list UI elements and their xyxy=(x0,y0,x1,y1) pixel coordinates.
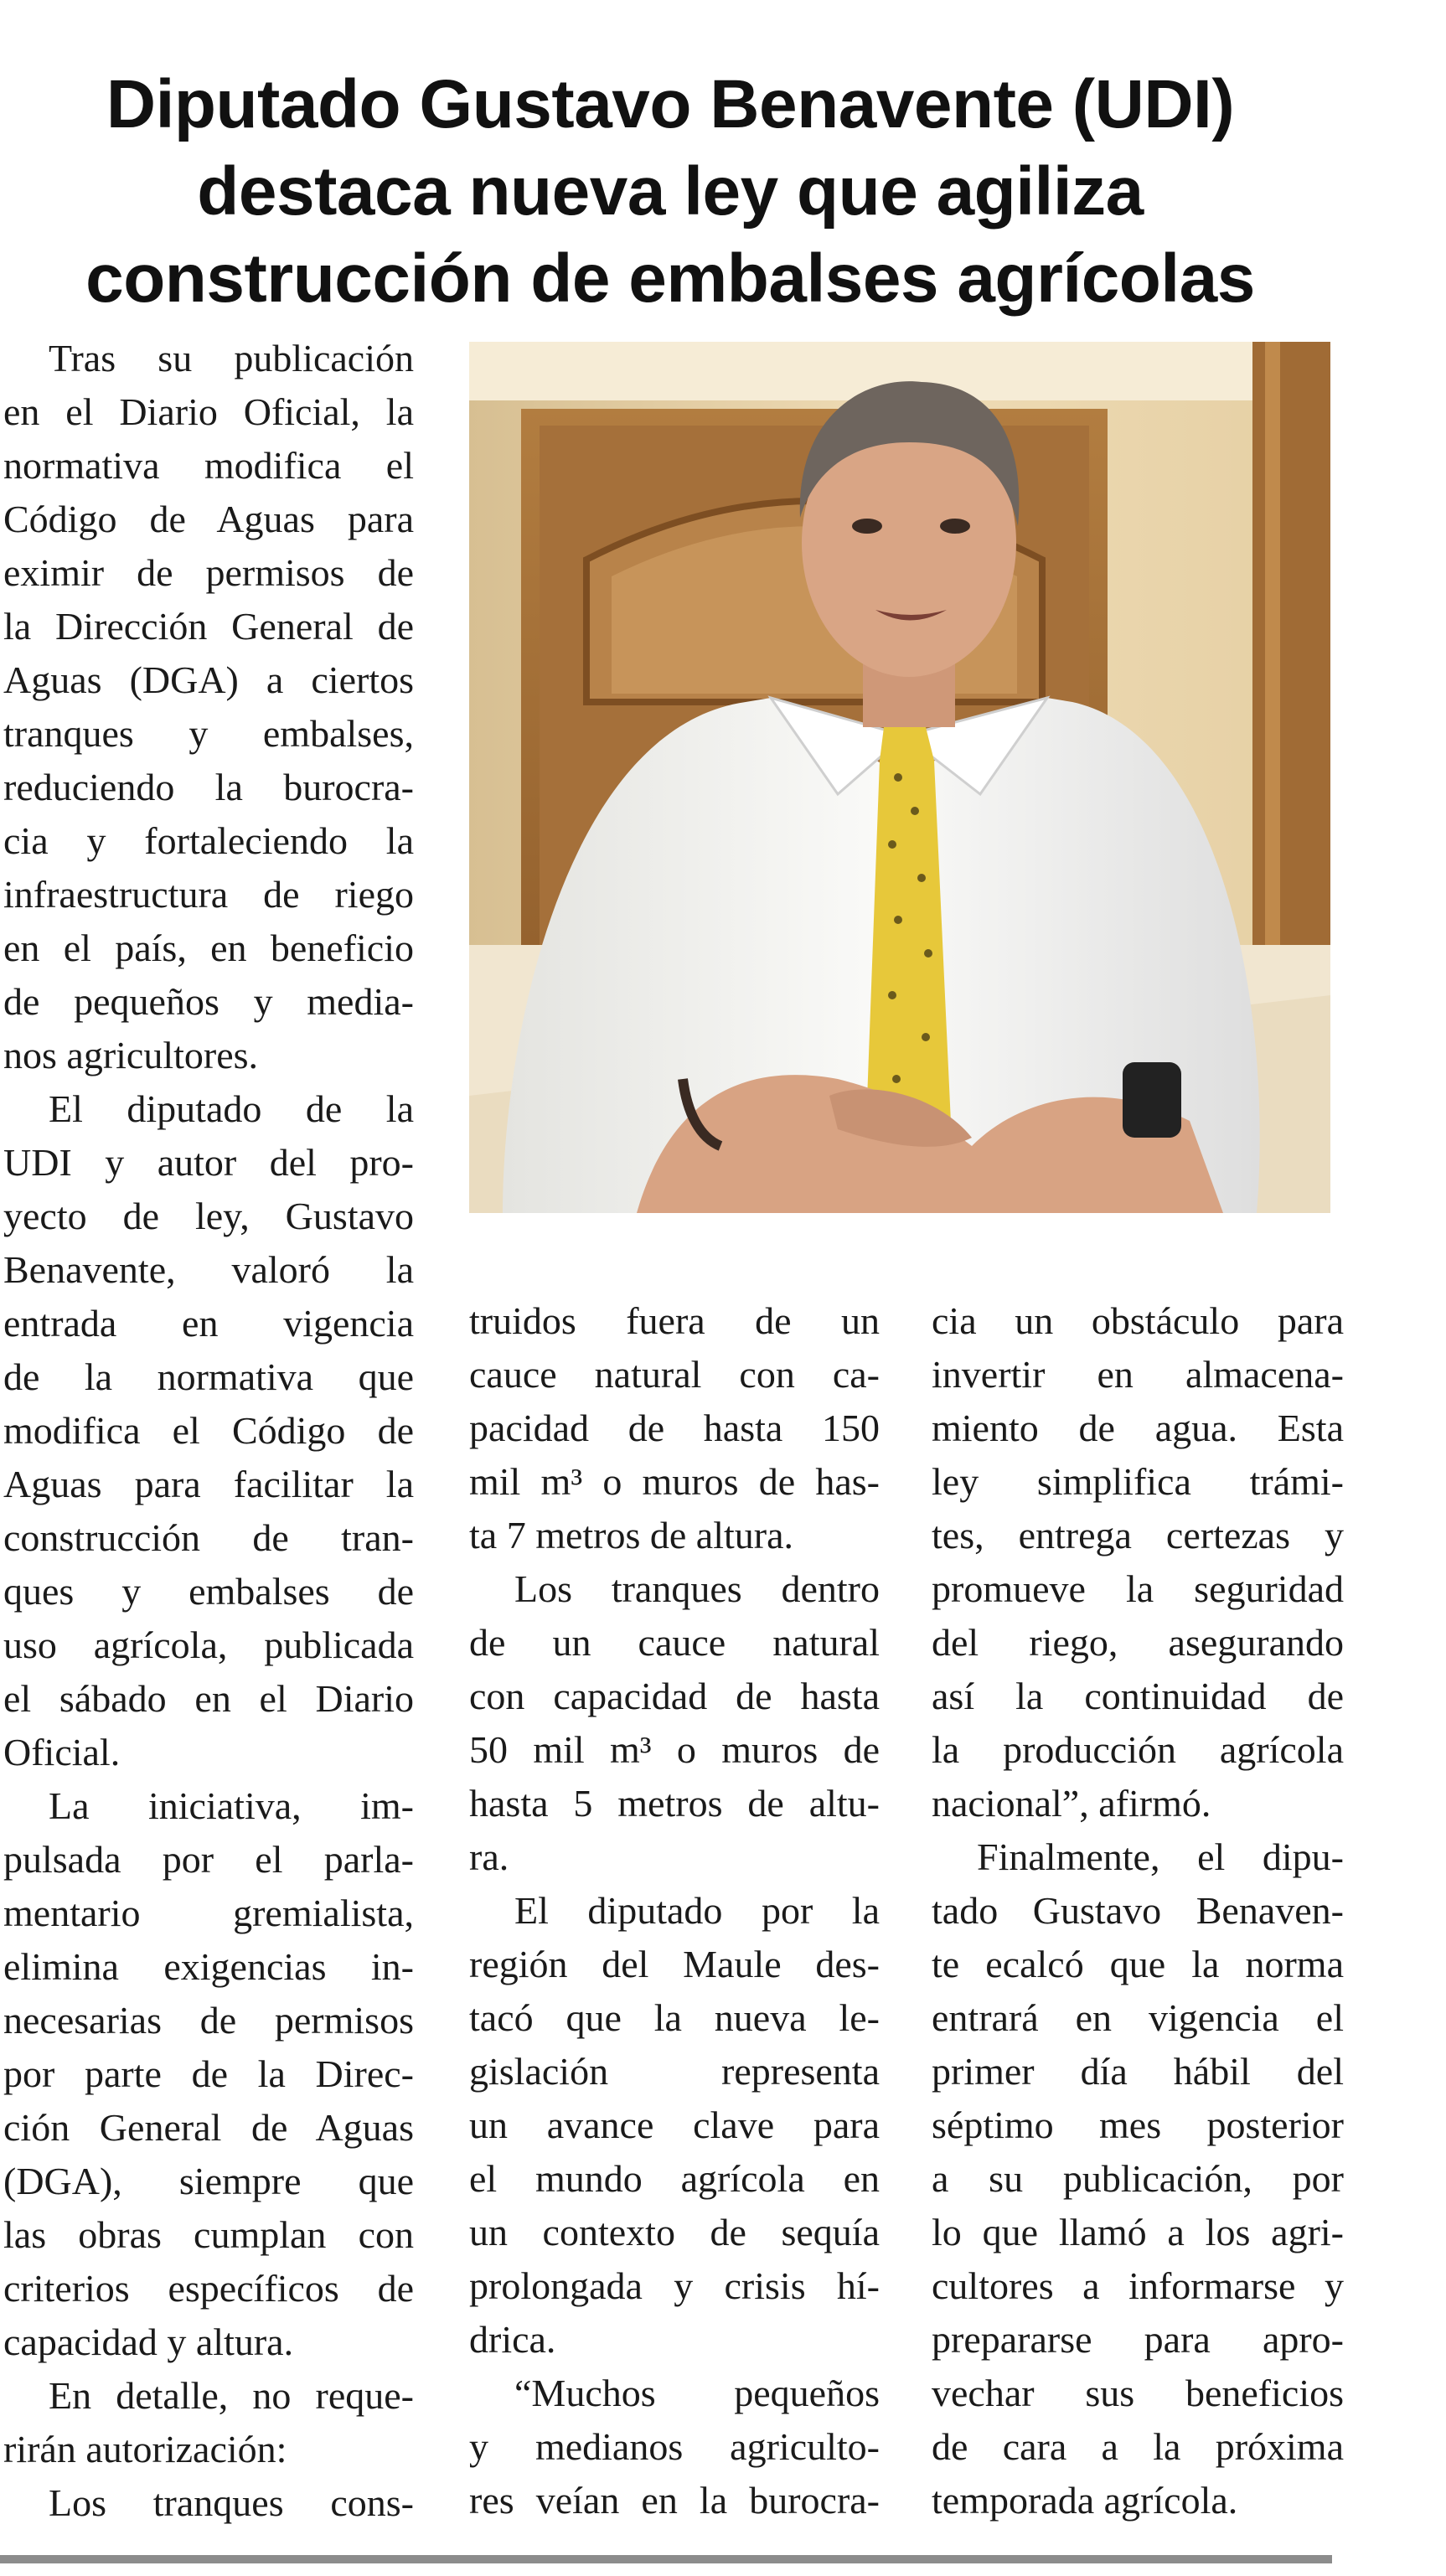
text-line: Aguas (DGA) a ciertos xyxy=(3,658,414,701)
text-line: mentario gremialista, xyxy=(3,1892,414,1934)
text-line: rirán autorización: xyxy=(3,2428,287,2470)
headline-line: Diputado Gustavo Benavente (UDI) xyxy=(106,65,1235,142)
text-line: necesarias de permisos xyxy=(3,1999,414,2042)
text-line: Los tranques dentro xyxy=(514,1567,880,1610)
text-line: Oficial. xyxy=(3,1731,121,1773)
text-line: hasta 5 metros de altu- xyxy=(469,1782,880,1825)
text-line: criterios específicos de xyxy=(3,2267,414,2310)
text-line: invertir en almacena- xyxy=(932,1353,1344,1396)
headline-line: construcción de embalses agrícolas xyxy=(85,240,1255,317)
headline-line: destaca nueva ley que agiliza xyxy=(197,152,1144,230)
text-line: Los tranques cons- xyxy=(49,2481,414,2524)
text-line: Benavente, valoró la xyxy=(3,1248,414,1291)
text-line: en el Diario Oficial, la xyxy=(3,390,414,433)
text-line: construcción de tran- xyxy=(3,1516,414,1559)
text-line: nacional”, afirmó. xyxy=(932,1782,1211,1825)
text-line: tado Gustavo Benaven- xyxy=(932,1889,1344,1932)
text-line: ción General de Aguas xyxy=(3,2106,414,2149)
text-line: tranques y embalses, xyxy=(3,712,414,755)
text-line: ley simplifica trámi- xyxy=(932,1460,1344,1503)
text-line: pacidad de hasta 150 xyxy=(469,1407,880,1449)
text-line: pulsada por el parla- xyxy=(3,1838,414,1881)
text-line: truidos fuera de un xyxy=(469,1299,880,1342)
text-line: “Muchos pequeños xyxy=(514,2372,880,2414)
text-line: por parte de la Direc- xyxy=(3,2052,414,2095)
text-line: modifica el Código de xyxy=(3,1409,414,1452)
text-line: Tras su publicación xyxy=(49,337,414,379)
article-photo xyxy=(469,342,1330,1213)
text-line: un avance clave para xyxy=(469,2104,880,2146)
text-line: ques y embalses de xyxy=(3,1570,414,1613)
text-line: un contexto de sequía xyxy=(469,2211,880,2253)
text-line: cultores a informarse y xyxy=(932,2264,1344,2307)
text-line: La iniciativa, im- xyxy=(49,1784,414,1827)
text-line: tacó que la nueva le- xyxy=(469,1996,880,2039)
text-line: cauce natural con ca- xyxy=(469,1353,880,1396)
text-line: temporada agrícola. xyxy=(932,2479,1238,2522)
text-line: entrada en vigencia xyxy=(3,1302,414,1345)
text-line: En detalle, no reque- xyxy=(49,2374,414,2417)
text-line: de un cauce natural xyxy=(469,1621,880,1664)
text-line: UDI y autor del pro- xyxy=(3,1141,414,1184)
headline xyxy=(17,61,1324,323)
text-line: prepararse para apro- xyxy=(932,2318,1344,2361)
text-line: nos agricultores. xyxy=(3,1034,259,1076)
text-line: normativa modifica el xyxy=(3,444,414,487)
text-line: reduciendo la burocra- xyxy=(3,766,414,808)
text-line: la Dirección General de xyxy=(3,605,414,648)
text-line: lo que llamó a los agri- xyxy=(932,2211,1344,2253)
text-line: primer día hábil del xyxy=(932,2050,1344,2093)
text-line: cia y fortaleciendo la xyxy=(3,819,414,862)
text-line: capacidad y altura. xyxy=(3,2320,294,2363)
text-line: el mundo agrícola en xyxy=(469,2157,880,2200)
article-column-2 xyxy=(469,1294,880,2527)
text-line: del riego, asegurando xyxy=(932,1621,1344,1664)
text-line: la producción agrícola xyxy=(932,1728,1344,1771)
text-line: cia un obstáculo para xyxy=(932,1299,1344,1342)
text-line: infraestructura de riego xyxy=(3,873,414,916)
text-line: séptimo mes posterior xyxy=(932,2104,1344,2146)
text-line: Finalmente, el dipu- xyxy=(977,1835,1344,1878)
text-line: elimina exigencias in- xyxy=(3,1945,414,1988)
text-line: eximir de permisos de xyxy=(3,551,414,594)
text-line: las obras cumplan con xyxy=(3,2213,414,2256)
text-line: El diputado por la xyxy=(514,1889,880,1932)
text-line: con capacidad de hasta xyxy=(469,1675,880,1717)
text-line: y medianos agriculto- xyxy=(469,2425,880,2468)
text-line: mil m³ o muros de has- xyxy=(469,1460,880,1503)
text-line: ta 7 metros de altura. xyxy=(469,1514,794,1556)
text-line: uso agrícola, publicada xyxy=(3,1624,414,1666)
text-line: prolongada y crisis hí- xyxy=(469,2264,880,2307)
text-line: te ecalcó que la norma xyxy=(932,1943,1344,1985)
text-line: entrará en vigencia el xyxy=(932,1996,1344,2039)
text-line: a su publicación, por xyxy=(932,2157,1344,2200)
text-line: de la normativa que xyxy=(3,1355,414,1398)
text-line: Código de Aguas para xyxy=(3,498,414,540)
text-line: así la continuidad de xyxy=(932,1675,1344,1717)
text-line: 50 mil m³ o muros de xyxy=(469,1728,880,1771)
text-line: El diputado de la xyxy=(49,1087,414,1130)
text-line: ra. xyxy=(469,1835,509,1878)
text-line: drica. xyxy=(469,2318,556,2361)
text-line: Aguas para facilitar la xyxy=(3,1463,414,1505)
politician-portrait-image xyxy=(469,342,1330,1213)
text-line: vechar sus beneficios xyxy=(932,2372,1344,2414)
text-line: en el país, en beneficio xyxy=(3,927,414,969)
text-line: (DGA), siempre que xyxy=(3,2160,414,2202)
article-column-3 xyxy=(932,1294,1344,2527)
text-line: miento de agua. Esta xyxy=(932,1407,1344,1449)
text-line: el sábado en el Diario xyxy=(3,1677,414,1720)
article-column-1 xyxy=(3,332,414,2530)
text-line: de pequeños y media- xyxy=(3,980,414,1023)
text-line: de cara a la próxima xyxy=(932,2425,1344,2468)
text-line: región del Maule des- xyxy=(469,1943,880,1985)
text-line: gislación representa xyxy=(469,2050,880,2093)
bottom-divider xyxy=(0,2555,1332,2563)
text-line: res veían en la burocra- xyxy=(469,2479,880,2522)
text-line: yecto de ley, Gustavo xyxy=(3,1195,414,1237)
text-line: promueve la seguridad xyxy=(932,1567,1344,1610)
text-line: tes, entrega certezas y xyxy=(932,1514,1344,1556)
